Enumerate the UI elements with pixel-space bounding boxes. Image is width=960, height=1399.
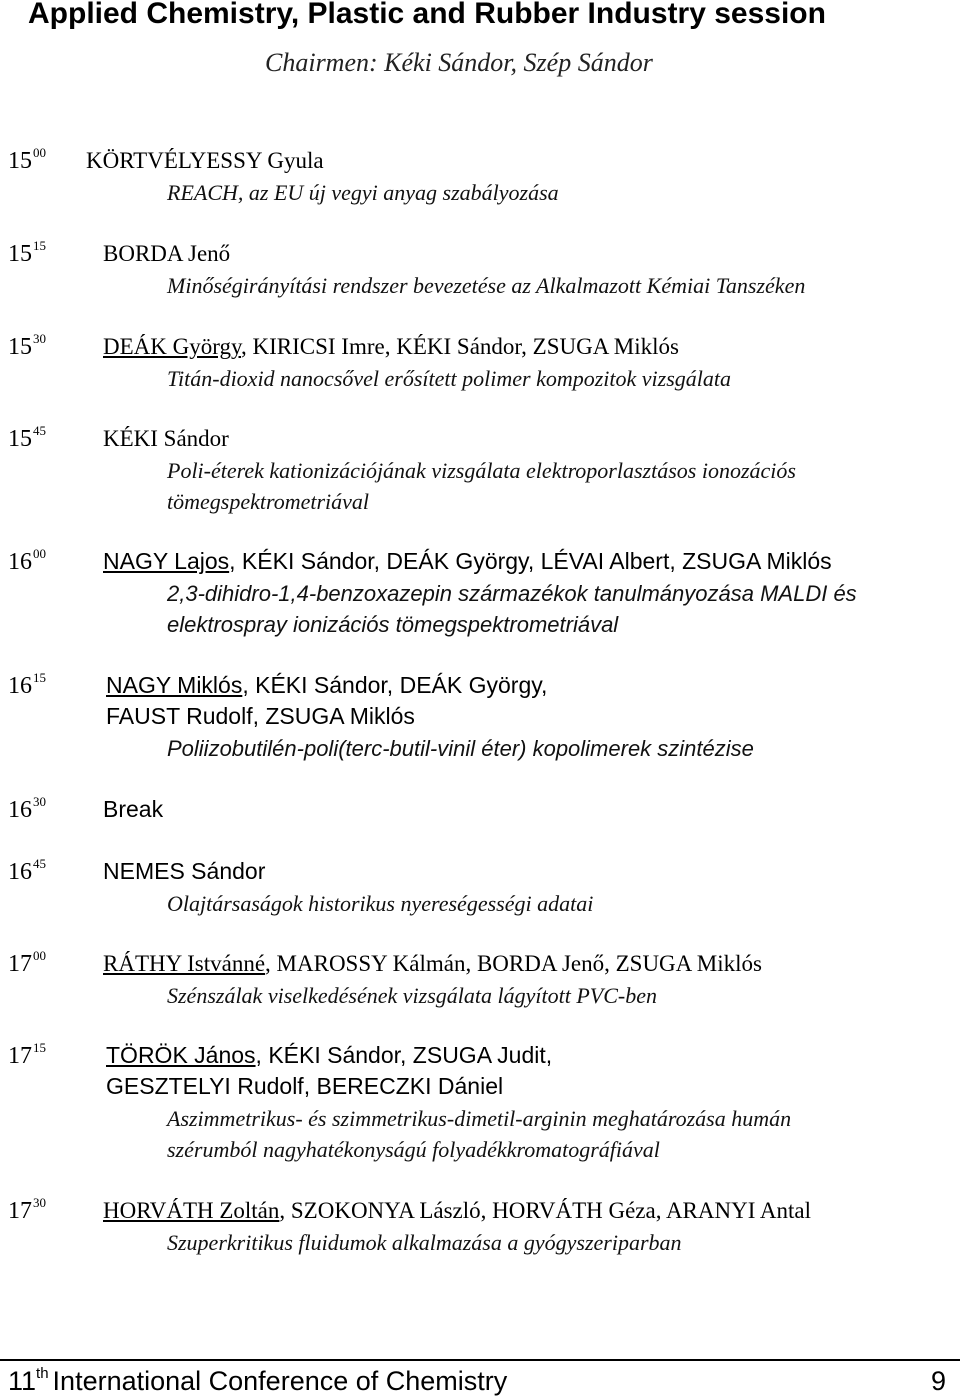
presenting-author: NAGY Miklós — [106, 672, 243, 698]
time-hour: 15 — [8, 241, 32, 267]
footer-divider — [0, 1359, 960, 1361]
break-label: Break — [103, 796, 164, 822]
chairmen-line: Chairmen: Kéki Sándor, Szép Sándor — [265, 48, 653, 77]
time-hour: 16 — [8, 859, 32, 885]
talk-title: Olajtársaságok historikus nyereségességi adatai — [167, 891, 594, 916]
presenting-author: HORVÁTH Zoltán — [103, 1198, 280, 1223]
co-authors: , KÉKI Sándor, DEÁK György, LÉVAI Albert, ZSUGA Miklós — [229, 548, 832, 574]
authors-text: NEMES Sándor — [103, 858, 266, 884]
co-authors: , SZOKONYA László, HORVÁTH Géza, ARANYI Antal — [279, 1198, 811, 1223]
time-slot — [8, 546, 46, 578]
time-minute: 15 — [33, 1040, 46, 1055]
footer-conference — [8, 1363, 507, 1399]
footer-edition-number: 11 — [8, 1366, 37, 1396]
presenting-author: TÖRÖK János — [106, 1042, 256, 1068]
presenting-author: RÁTHY Istvánné — [103, 951, 266, 976]
author-list — [103, 238, 230, 269]
talk-title-line-2: tömegspektrometriával — [167, 489, 370, 514]
author-list — [106, 1040, 552, 1071]
time-minute: 30 — [33, 794, 46, 809]
author-list-line-2: GESZTELYI Rudolf, BERECZKI Dániel — [106, 1073, 504, 1099]
time-minute: 30 — [33, 1195, 46, 1210]
time-hour: 15 — [8, 426, 32, 452]
talk-title: REACH, az EU új vegyi anyag szabályozása — [167, 180, 559, 205]
author-list — [103, 423, 229, 454]
author-list — [103, 856, 265, 887]
talk-title-line-2: elektrospray ionizációs tömegspektrometriával — [167, 612, 619, 637]
author-list-line-2: FAUST Rudolf, ZSUGA Miklós — [106, 703, 415, 729]
talk-title: Szénszálak viselkedésének vizsgálata lágyított PVC-ben — [167, 983, 657, 1008]
time-hour: 15 — [8, 148, 32, 174]
talk-title-line-1: Aszimmetrikus- és szimmetrikus-dimetil-arginin meghatározása humán — [167, 1106, 792, 1131]
time-minute: 45 — [33, 856, 46, 871]
talk-title-line-2: szérumból nagyhatékonyságú folyadékkromatográfiával — [167, 1137, 660, 1162]
time-slot — [8, 670, 46, 702]
time-hour: 16 — [8, 797, 32, 823]
talk-title: Titán-dioxid nanocsővel erősített polimer kompozitok vizsgálata — [167, 366, 731, 391]
time-hour: 17 — [8, 1043, 32, 1069]
time-minute: 45 — [33, 423, 46, 438]
time-slot — [8, 423, 46, 455]
author-list — [103, 546, 832, 577]
time-slot — [8, 145, 46, 177]
time-minute: 00 — [33, 145, 46, 160]
time-slot — [8, 856, 46, 888]
author-list — [106, 670, 547, 701]
co-authors: , MAROSSY Kálmán, BORDA Jenő, ZSUGA Miklós — [265, 951, 762, 976]
time-slot — [8, 1195, 46, 1227]
time-slot — [8, 794, 46, 826]
time-minute: 00 — [33, 546, 46, 561]
presenting-author: NAGY Lajos — [103, 548, 230, 574]
co-authors: , KÉKI Sándor, DEÁK György, — [242, 672, 548, 698]
co-authors: , KIRICSI Imre, KÉKI Sándor, ZSUGA Miklós — [241, 334, 679, 359]
page-number: 9 — [930, 1366, 946, 1396]
time-hour: 16 — [8, 549, 32, 575]
authors-text: KÉKI Sándor — [103, 426, 229, 451]
authors-text: BORDA Jenő — [103, 241, 231, 266]
time-hour: 15 — [8, 334, 32, 360]
footer-conference-name: International Conference of Chemistry — [52, 1366, 508, 1396]
time-slot — [8, 1040, 46, 1072]
author-list — [103, 1195, 811, 1226]
time-hour: 16 — [8, 673, 32, 699]
time-hour: 17 — [8, 1198, 32, 1224]
authors-text: KÖRTVÉLYESSY Gyula — [86, 148, 324, 173]
co-authors: , KÉKI Sándor, ZSUGA Judit, — [255, 1042, 553, 1068]
talk-title: Poliizobutilén-poli(terc-butil-vinil éter) kopolimerek szintézise — [167, 736, 754, 761]
time-slot — [8, 238, 46, 270]
time-minute: 15 — [33, 670, 46, 685]
talk-title: Minőségirányítási rendszer bevezetése az Alkalmazott Kémiai Tanszéken — [167, 273, 806, 298]
talk-title-line-1: 2,3-dihidro-1,4-benzoxazepin származékok tanulmányozása MALDI és — [167, 581, 857, 606]
time-slot — [8, 331, 46, 363]
session-title: Applied Chemistry, Plastic and Rubber Industry session — [28, 0, 826, 30]
time-minute: 15 — [33, 238, 46, 253]
footer-edition-suffix: th — [36, 1365, 49, 1382]
time-hour: 17 — [8, 951, 32, 977]
author-list — [86, 145, 324, 176]
presenting-author: DEÁK György — [103, 334, 241, 359]
time-minute: 30 — [33, 331, 46, 346]
talk-title: Szuperkritikus fluidumok alkalmazása a gyógyszeriparban — [167, 1230, 682, 1255]
time-slot — [8, 948, 46, 980]
time-minute: 00 — [33, 948, 46, 963]
author-list — [103, 948, 762, 979]
talk-title-line-1: Poli-éterek kationizációjának vizsgálata elektroporlasztásos ionozációs — [167, 458, 796, 483]
author-list — [103, 331, 679, 362]
